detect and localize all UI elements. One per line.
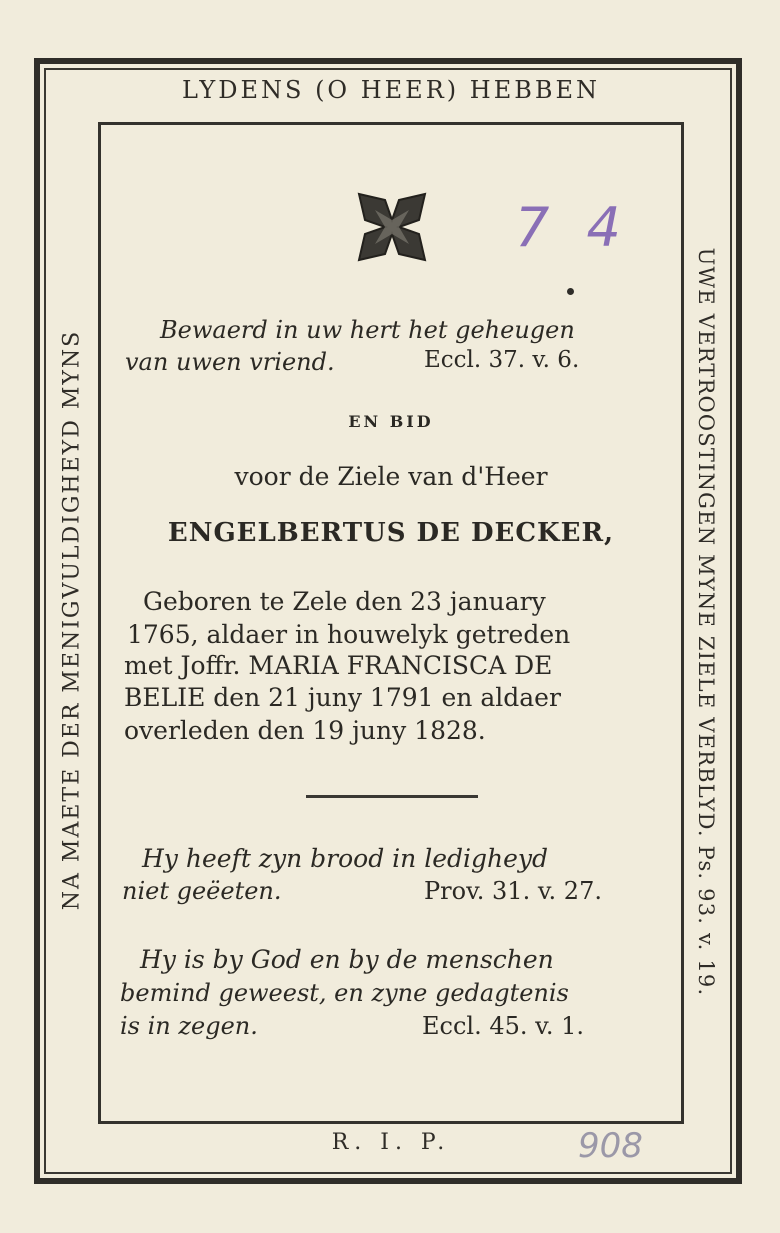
cross-pattee-icon bbox=[355, 190, 429, 264]
bio-line3: met Joffr. MARIA FRANCISCA DE bbox=[124, 651, 553, 680]
quote3-line3: is in zegen. bbox=[120, 1012, 258, 1040]
deceased-name: ENGELBERTUS DE DECKER, bbox=[167, 518, 615, 548]
quote2-reference: Prov. 31. v. 27. bbox=[424, 877, 602, 905]
bio-line1: Geboren te Zele den 23 january bbox=[143, 587, 546, 616]
bio-line4: BELIE den 21 juny 1791 en aldaer bbox=[124, 683, 561, 712]
ink-dot bbox=[567, 288, 574, 295]
quote2-line1: Hy heeft zyn brood in ledigheyd bbox=[142, 844, 549, 873]
handwritten-number-top: 7 4 bbox=[515, 196, 631, 259]
top-border-text: LYDENS (O HEER) HEBBEN bbox=[181, 76, 601, 104]
decorative-divider bbox=[306, 795, 478, 798]
left-border-text: NA MAETE DER MENIGVULDIGHEYD MYNS bbox=[59, 329, 85, 911]
voor-de-ziele-line: voor de Ziele van d'Heer bbox=[234, 462, 548, 491]
en-bid-heading: EN BID bbox=[348, 412, 434, 431]
quote1-line2: van uwen vriend. bbox=[125, 348, 335, 376]
quote3-line1: Hy is by God en by de menschen bbox=[140, 945, 554, 974]
quote3-line2: bemind geweest, en zyne gedagtenis bbox=[120, 979, 569, 1007]
bio-line2: 1765, aldaer in houwelyk getreden bbox=[127, 620, 571, 649]
quote2-line2: niet geëeten. bbox=[122, 877, 282, 905]
handwritten-number-bottom: 908 bbox=[578, 1126, 643, 1166]
quote3-reference: Eccl. 45. v. 1. bbox=[422, 1012, 584, 1040]
bottom-border-text: R. I. P. bbox=[331, 1130, 451, 1155]
quote1-reference: Eccl. 37. v. 6. bbox=[424, 347, 580, 373]
bio-line5: overleden den 19 juny 1828. bbox=[124, 716, 486, 745]
quote1-line1: Bewaerd in uw hert het geheugen bbox=[160, 316, 575, 344]
right-border-text: UWE VERTROOSTINGEN MYNE ZIELE VERBLYD. Ps. 93. v. 19. bbox=[694, 247, 718, 997]
